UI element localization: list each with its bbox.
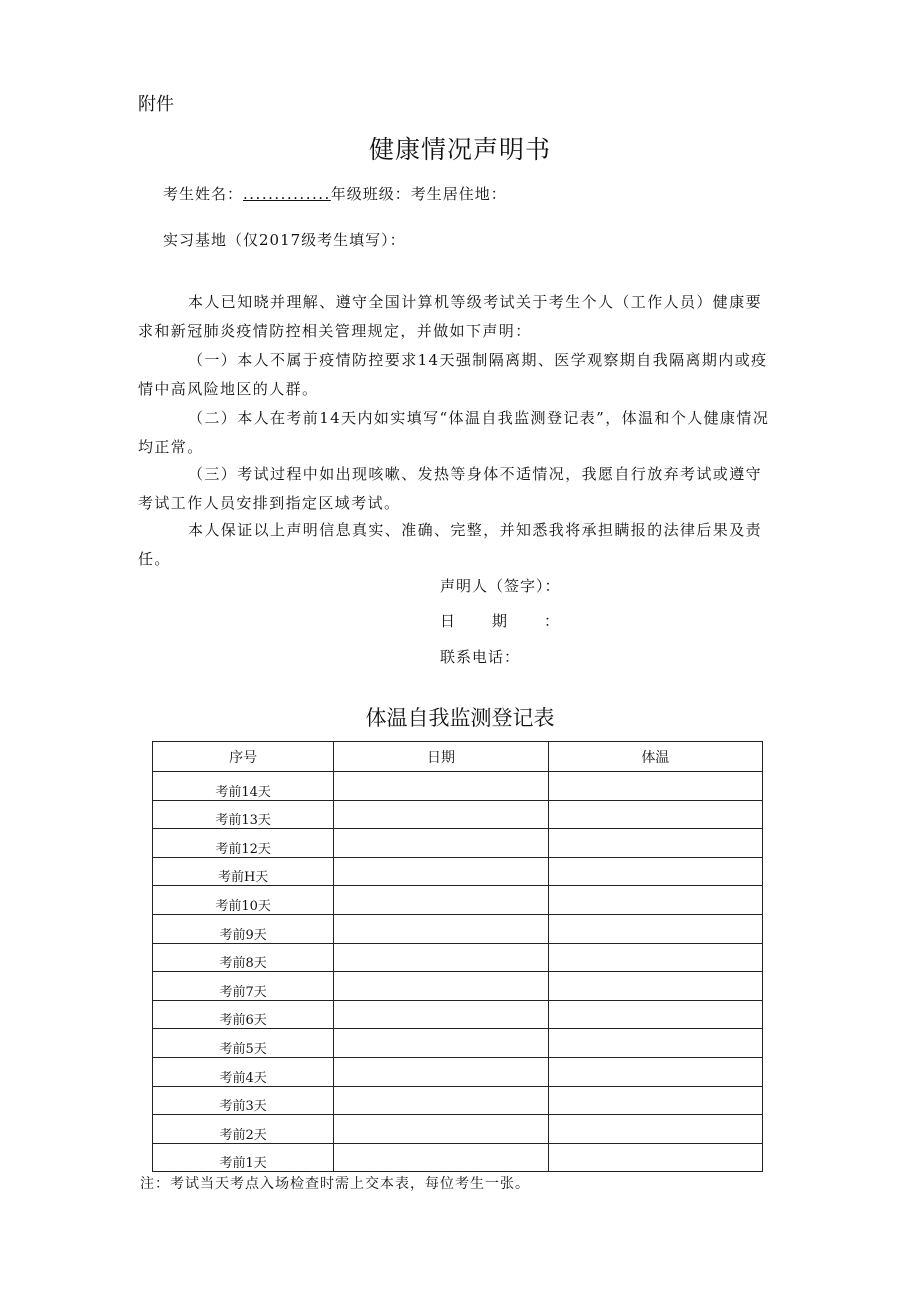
temperature-cell[interactable] (548, 1086, 762, 1115)
temperature-cell[interactable] (548, 886, 762, 915)
header-seq: 序号 (153, 742, 334, 772)
declaration-clause-3: （三）考试过程中如出现咳嗽、发热等身体不适情况，我愿自行放弃考试或遵守考试工作人员安排到指定区域考试。 (138, 465, 763, 512)
temperature-cell[interactable] (548, 800, 762, 829)
row-label: 考前12天 (153, 829, 334, 858)
date-cell[interactable] (334, 829, 548, 858)
row-label: 考前5天 (153, 1029, 334, 1058)
row-label: 考前10天 (153, 886, 334, 915)
table-row (153, 914, 763, 943)
header-temperature: 体温 (548, 742, 762, 772)
table-row (153, 857, 763, 886)
table-row (153, 772, 763, 801)
residence-label: 考生居住地： (410, 185, 507, 203)
row-label: 考前1天 (153, 1143, 334, 1172)
date-cell[interactable] (334, 1086, 548, 1115)
row-label: 考前6天 (153, 1000, 334, 1029)
declaration-intro: 本人已知晓并理解、遵守全国计算机等级考试关于考生个人（工作人员）健康要求和新冠肺炎疫情防控相关管理规定，并做如下声明： (138, 293, 763, 340)
table-row (153, 886, 763, 915)
temperature-cell[interactable] (548, 1029, 762, 1058)
temperature-cell[interactable] (548, 943, 762, 972)
temperature-cell[interactable] (548, 857, 762, 886)
temperature-cell[interactable] (548, 1000, 762, 1029)
table-header-row (153, 742, 763, 772)
table-row (153, 943, 763, 972)
date-cell[interactable] (334, 886, 548, 915)
temperature-cell[interactable] (548, 972, 762, 1001)
table-row (153, 800, 763, 829)
student-info-line (163, 183, 507, 204)
row-label: 考前4天 (153, 1057, 334, 1086)
table-row (153, 1143, 763, 1172)
row-label: 考前H天 (153, 857, 334, 886)
phone-label: 联系电话： (440, 648, 521, 666)
date-cell[interactable] (334, 1029, 548, 1058)
date-cell[interactable] (334, 1057, 548, 1086)
date-cell[interactable] (334, 1143, 548, 1172)
declaration-clause-2: （二）本人在考前14天内如实填写“体温自我监测登记表”，体温和个人健康情况均正常。 (138, 409, 770, 456)
date-cell[interactable] (334, 914, 548, 943)
row-label: 考前3天 (153, 1086, 334, 1115)
signer-label: 声明人（签字）： (440, 577, 561, 595)
row-label: 考前14天 (153, 772, 334, 801)
row-label: 考前7天 (153, 972, 334, 1001)
table-row (153, 1057, 763, 1086)
date-label-text: 日期： (440, 612, 560, 630)
row-label: 考前2天 (153, 1115, 334, 1144)
attachment-label: 附件 (138, 94, 174, 115)
table-title: 体温自我监测登记表 (365, 706, 555, 730)
declaration-clause-1: （一）本人不属于疫情防控要求14天强制隔离期、医学观察期自我隔离期内或疫情中高风险地区的人群。 (138, 351, 768, 398)
row-label: 考前13天 (153, 800, 334, 829)
footnote: 注：考试当天考点入场检查时需上交本表，每位考生一张。 (140, 1176, 530, 1192)
row-label: 考前8天 (153, 943, 334, 972)
date-cell[interactable] (334, 1115, 548, 1144)
temperature-cell[interactable] (548, 1143, 762, 1172)
header-date: 日期 (334, 742, 548, 772)
temperature-cell[interactable] (548, 829, 762, 858)
temperature-cell[interactable] (548, 914, 762, 943)
table-row (153, 1115, 763, 1144)
date-cell[interactable] (334, 800, 548, 829)
declaration-guarantee: 本人保证以上声明信息真实、准确、完整，并知悉我将承担瞒报的法律后果及责任。 (138, 521, 763, 568)
table-row (153, 972, 763, 1001)
date-cell[interactable] (334, 857, 548, 886)
page-title: 健康情况声明书 (368, 135, 551, 164)
table-row (153, 1086, 763, 1115)
class-label: 年级班级： (330, 185, 411, 203)
date-cell[interactable] (334, 972, 548, 1001)
name-field[interactable]: .............. (243, 185, 331, 203)
date-cell[interactable] (334, 943, 548, 972)
temperature-log-table (152, 741, 763, 1172)
temperature-cell[interactable] (548, 772, 762, 801)
date-label (440, 610, 560, 631)
temperature-cell[interactable] (548, 1115, 762, 1144)
table-row (153, 1029, 763, 1058)
date-cell[interactable] (334, 772, 548, 801)
temperature-cell[interactable] (548, 1057, 762, 1086)
table-row (153, 829, 763, 858)
internship-base-label: 实习基地（仅2017级考生填写）： (163, 231, 406, 249)
table-row (153, 1000, 763, 1029)
name-label: 考生姓名： (163, 185, 244, 203)
row-label: 考前9天 (153, 914, 334, 943)
date-cell[interactable] (334, 1000, 548, 1029)
